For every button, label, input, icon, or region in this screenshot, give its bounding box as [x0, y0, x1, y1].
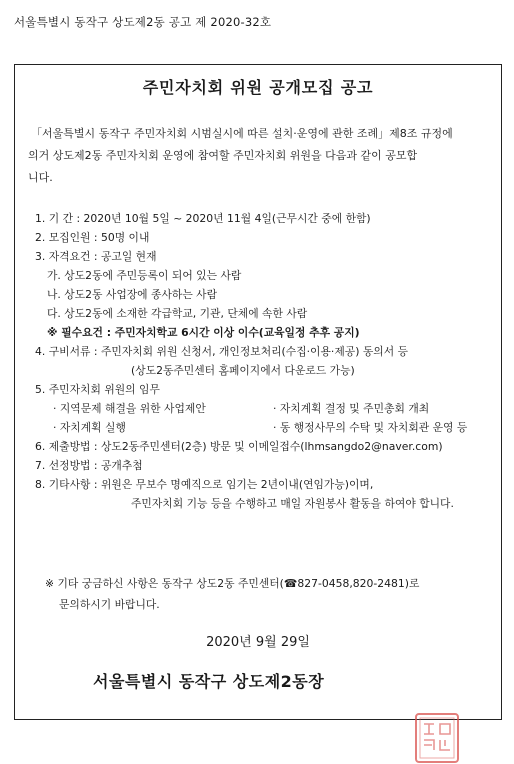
duty-item: · 자치계획 결정 및 주민총회 개최: [273, 402, 430, 415]
item-period: 1. 기 간 : 2020년 10월 5일 ~ 2020년 11월 4일(근무시간 중에 한함): [35, 212, 371, 225]
other-continued: 주민자치회 기능 등을 수행하고 매일 자원봉사 활동을 하여야 합니다.: [131, 497, 454, 510]
notice-title: 주민자치회 위원 공개모집 공고: [142, 78, 374, 97]
intro-line: 「서울특별시 동작구 주민자치회 시범실시에 따른 설치·운영에 관한 조례」제8조 규정에: [31, 127, 453, 140]
duty-item: · 동 행정사무의 수탁 및 자치회관 운영 등: [273, 421, 468, 434]
notice-date: 2020년 9월 29일: [206, 635, 310, 650]
duty-item: · 지역문제 해결을 위한 사업제안: [53, 402, 206, 415]
notice-box: [14, 64, 502, 720]
item-list: [35, 209, 495, 513]
item-documents: 4. 구비서류 : 주민자치회 위원 신청서, 개인정보처리(수집·이용·제공) 동의서 등: [35, 345, 409, 358]
intro-line: 의거 상도제2동 주민자치회 운영에 참여할 주민자치회 위원을 다음과 같이 공모합: [28, 149, 418, 162]
inquiry-line: ※ 기타 궁금하신 사항은 동작구 상도2동 주민센터(☎827-0458,820-2481)로: [45, 577, 420, 590]
required-condition: ※ 필수요건 : 주민자치학교 6시간 이상 이수(교육일정 추후 공지): [47, 326, 360, 339]
item-duties-title: 5. 주민자치회 위원의 임무: [35, 383, 160, 396]
item-submission: 6. 제출방법 : 상도2동주민센터(2층) 방문 및 이메일접수(lhmsangdo2@naver.com): [35, 440, 443, 453]
inquiry-line: 문의하시기 바랍니다.: [59, 598, 160, 611]
notice-number: 서울특별시 동작구 상도제2동 공고 제 2020-32호: [14, 15, 272, 29]
documents-note: (상도2동주민센터 홈페이지에서 다운로드 가능): [131, 364, 355, 377]
duty-row: [35, 418, 495, 437]
item-other: 8. 기타사항 : 위원은 무보수 명예직으로 임기는 2년이내(연임가능)이며,: [35, 478, 374, 491]
inquiry-note: [45, 573, 495, 615]
issuer-name: 서울특별시 동작구 상도제2동장: [93, 672, 325, 691]
official-seal-icon: [414, 712, 460, 764]
item-qualification: 3. 자격요건 : 공고일 현재: [35, 250, 157, 263]
intro-line: 니다.: [28, 171, 53, 184]
item-selection: 7. 선정방법 : 공개추첨: [35, 459, 143, 472]
qualification-c: 다. 상도2동에 소재한 각급학교, 기관, 단체에 속한 사람: [47, 307, 308, 320]
item-recruits: 2. 모집인원 : 50명 이내: [35, 231, 150, 244]
qualification-b: 나. 상도2동 사업장에 종사하는 사람: [47, 288, 218, 301]
intro-paragraph: [28, 123, 493, 189]
duty-item: · 자치계획 실행: [53, 421, 126, 434]
duty-row: [35, 399, 495, 418]
qualification-a: 가. 상도2동에 주민등록이 되어 있는 사람: [47, 269, 242, 282]
